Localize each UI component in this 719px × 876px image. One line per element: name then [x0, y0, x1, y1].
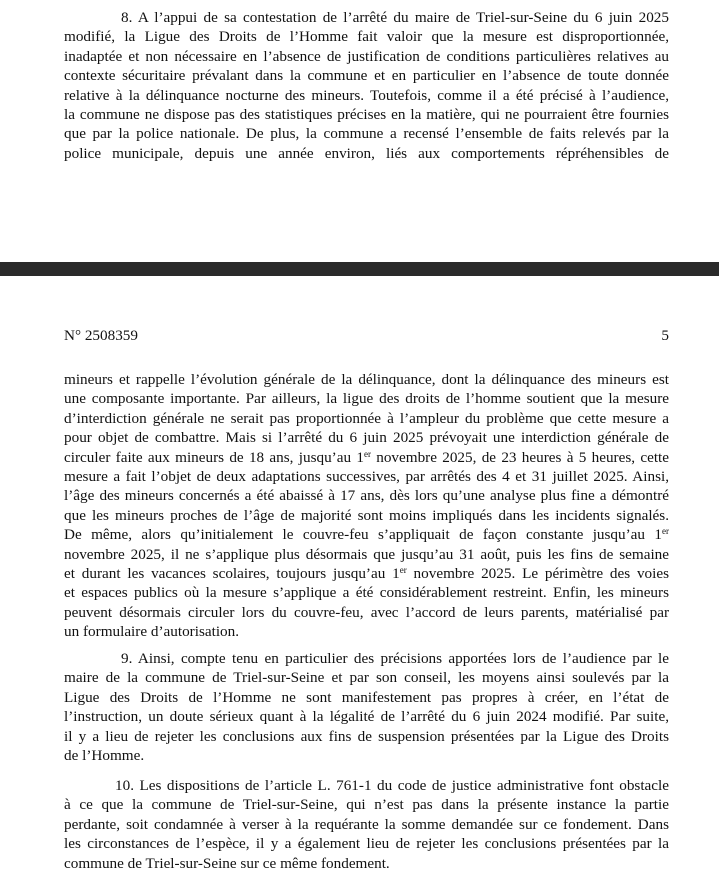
paragraph-9: [64, 649, 669, 765]
text-line: que par la police nationale. De plus, la commune a recensé l’ensemble de faits relevés par la: [64, 125, 669, 143]
text-line: la commune ne dispose pas des statistiques précises en la matière, qui ne pourraient être fournies: [64, 106, 669, 124]
current-page: [0, 276, 719, 876]
paragraph-8: [64, 8, 669, 163]
text-line: il y a lieu de rejeter les conclusions aux fins de suspension présentées par la Ligue des Droits: [64, 727, 669, 745]
text-line: 8. A l’appui de sa contestation de l’arrêté du maire de Triel-sur-Seine du 6 juin 2025: [121, 9, 669, 26]
text-line: pour objet de combattre. Mais si l’arrêté du 6 juin 2025 prévoyait une interdiction générale de: [64, 429, 669, 447]
text-segment: circuler faite aux mineurs de 18 ans, jusqu’au 1: [64, 448, 364, 466]
text-line: et espaces publics où la mesure s’applique a été considérablement restreint. Enfin, les mineurs: [64, 584, 669, 602]
text-line: relative à la délinquance nocturne des mineurs. Toutefois, comme il a été précisé à l’audience,: [64, 86, 669, 104]
text-line: l’âge des mineurs concernés a été abaissé à 17 ans, dès lors qu’une analyse plus fine a démontré: [64, 487, 669, 505]
text-line: mesure a fait l’objet de deux adaptations successives, par arrêtés des 4 et 31 juillet 2025. Ainsi,: [64, 468, 669, 486]
text-line: d’interdiction générale ne serait pas proportionnée à l’ampleur du problème que cette mesure a: [64, 409, 669, 427]
text-line: inadaptée et non nécessaire en l’absence de justification de conditions particulières relatives au: [64, 47, 669, 65]
text-line: police municipale, depuis une année environ, liés aux comportements répréhensibles de: [64, 144, 669, 162]
text-segment: novembre 2025, de 23 heures à 5 heures, cette: [370, 448, 669, 466]
case-number: N° 2508359: [64, 327, 138, 344]
paragraph-8-continued: [64, 370, 669, 642]
text-line: 9. Ainsi, compte tenu en particulier des précisions apportées lors de l’audience par le: [121, 650, 669, 667]
previous-page: [0, 0, 719, 262]
text-line: Ligue des Droits de l’Homme ne sont manifestement pas propres à créer, en l’état de: [64, 688, 669, 706]
text-line: que les mineurs proches de l’âge de majorité sont moins impliqués dans les incidents signalés.: [64, 506, 669, 524]
page-separator: [0, 262, 719, 276]
paragraph-10: [64, 776, 669, 873]
text-line: 10. Les dispositions de l’article L. 761-1 du code de justice administrative font obstacle: [115, 777, 669, 794]
text-line-with-superscript: [64, 448, 669, 467]
text-line: contexte sécuritaire prévalant dans la commune et en particulier en l’absence de toute donnée: [64, 67, 669, 85]
superscript: er: [662, 526, 669, 537]
text-line: un formulaire d’autorisation.: [64, 623, 240, 641]
text-line: peuvent désormais circuler lors du couvre-feu, avec l’accord de leurs parents, matérialisé par: [64, 603, 669, 621]
text-line: à ce que la commune de Triel-sur-Seine, qui n’est pas dans la présente instance la partie: [64, 796, 669, 814]
text-line: modifié, la Ligue des Droits de l’Homme fait valoir que la mesure est disproportionnée,: [64, 28, 669, 46]
text-line: maire de la commune de Triel-sur-Seine et par son conseil, les moyens ainsi soulevés par la: [64, 669, 669, 687]
page-number: 5: [661, 327, 669, 344]
text-segment: De même, alors qu’initialement le couvre-feu s’appliquait de façon constante jusqu’au 1: [64, 526, 662, 544]
text-line-with-superscript: [64, 525, 669, 544]
text-segment: novembre 2025. Le périmètre des voies: [406, 565, 670, 583]
text-segment: et durant les vacances scolaires, toujours jusqu’au 1: [64, 565, 400, 583]
superscript: er: [363, 448, 371, 459]
text-line: une composante importante. Par ailleurs, la ligue des droits de l’homme soutient que la mesure: [64, 390, 669, 408]
text-line: l’instruction, un doute sérieux quant à la légalité de l’arrêté du 6 juin 2024 modifié. Par suite,: [64, 708, 669, 726]
text-line: les circonstances de l’espèce, il y a également lieu de rejeter les conclusions présentées par la: [64, 835, 669, 853]
text-line: novembre 2025, il ne s’applique plus désormais que jusqu’au 31 août, puis les fins de semaine: [64, 545, 669, 563]
text-line: commune de Triel-sur-Seine sur ce même fondement.: [64, 854, 390, 872]
text-line: mineurs et rappelle l’évolution générale de la délinquance, dont la délinquance des mineurs est: [64, 371, 669, 388]
text-line-with-superscript: [64, 564, 669, 583]
text-line: perdante, soit condamnée à verser à la requérante la somme demandée sur ce fondement. Dans: [64, 815, 669, 833]
text-line: de l’Homme.: [64, 747, 145, 765]
superscript: er: [399, 565, 407, 576]
